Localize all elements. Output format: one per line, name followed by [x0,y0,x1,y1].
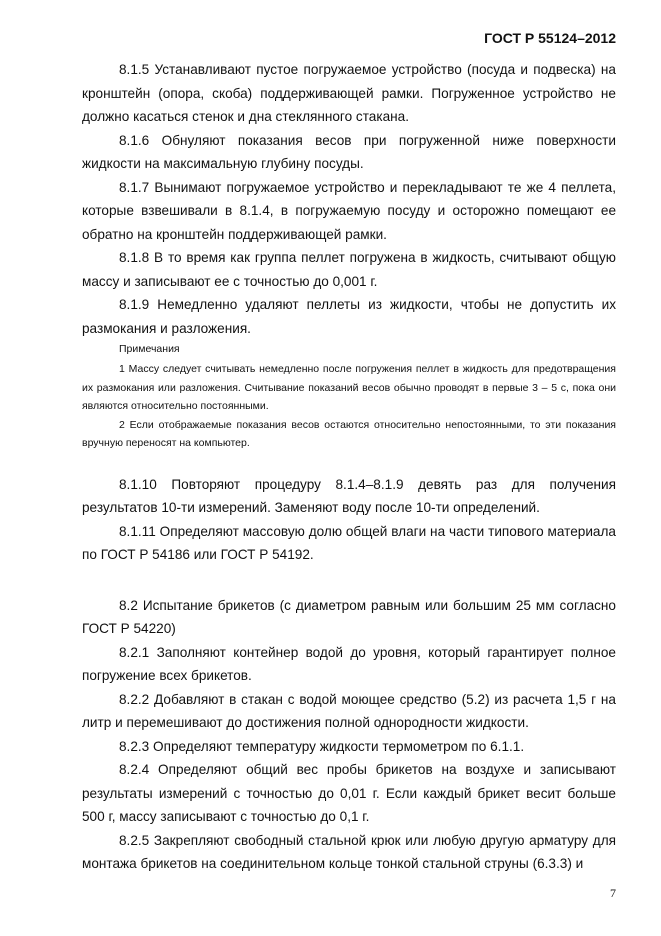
page-number: 7 [610,886,616,900]
paragraph-8-1-9: 8.1.9 Немедленно удаляют пеллеты из жидкости, чтобы не допустить их размокания и разложения. [82,297,616,336]
paragraph-8-1-10: 8.1.10 Повторяют процедуру 8.1.4–8.1.9 девять раз для получения результатов 10-ти измерений. Заменяют воду после 10-ти определений. [82,476,616,515]
notes-block [82,341,616,453]
paragraph-8-2-3: 8.2.3 Определяют температуру жидкости термометром по 6.1.1. [119,738,525,754]
paragraph-8-2-5: 8.2.5 Закрепляют свободный стальной крюк или любую другую арматуру для монтажа брикетов на соединительном кольце тонкой стальной струны (6.3.3) и [82,832,616,871]
paragraph-8-1-6: 8.1.6 Обнуляют показания весов при погруженной ниже поверхности жидкости на максимальную глубину посуды. [82,132,616,171]
spacer [82,567,616,594]
paragraph-8-2-4: 8.2.4 Определяют общий вес пробы брикетов на воздухе и записывают результаты измерений с точностью до 0,01 г. Если каждый брикет весит больше 500 г, массу записывают с точностью до 0,1 г. [82,762,616,824]
paragraph-8-2-1: 8.2.1 Заполняют контейнер водой до уровня, который гарантирует полное погружение всех брикетов. [82,644,616,683]
spacer [82,453,616,473]
section-8-2-heading: 8.2 Испытание брикетов (с диаметром равным или большим 25 мм согласно ГОСТ Р 54220) [82,597,616,636]
note-2: 2 Если отображаемые показания весов остаются относительно непостоянными, то эти показания вручную переносят на компьютер. [82,418,616,449]
notes-title: Примечания [119,343,180,355]
paragraph-8-1-7: 8.1.7 Вынимают погружаемое устройство и перекладывают те же 4 пеллета, которые взвешивали в 8.1.4, в погружаемую посуду и осторожно помещают ее обратно на кронштейн поддерживающей рамки. [82,179,616,242]
paragraph-8-1-8: 8.1.8 В то время как группа пеллет погружена в жидкость, считывают общую массу и записывают ее с точностью до 0,001 г. [82,250,616,289]
note-1: 1 Массу следует считывать немедленно после погружения пеллет в жидкость для предотвращения их размокания или разложения. Считывание показаний весов обычно проводят в первые 3 – 5 с, пока они являются относительно постоянными. [82,363,616,412]
paragraph-8-1-5: 8.1.5 Устанавливают пустое погружаемое устройство (посуда и подвеска) на кронштейн (опора, скоба) поддерживающей рамки. Погруженное устройство не должно касаться стенок и дна стеклянного стакана. [82,62,616,124]
page-body [82,58,616,876]
paragraph-8-2-2: 8.2.2 Добавляют в стакан с водой моющее средство (5.2) из расчета 1,5 г на литр и перемешивают до достижения полной однородности жидкости. [82,691,616,730]
paragraph-8-1-11: 8.1.11 Определяют массовую долю общей влаги на части типового материала по ГОСТ Р 54186 или ГОСТ Р 54192. [82,523,616,562]
document-header: ГОСТ Р 55124–2012 [484,30,616,46]
